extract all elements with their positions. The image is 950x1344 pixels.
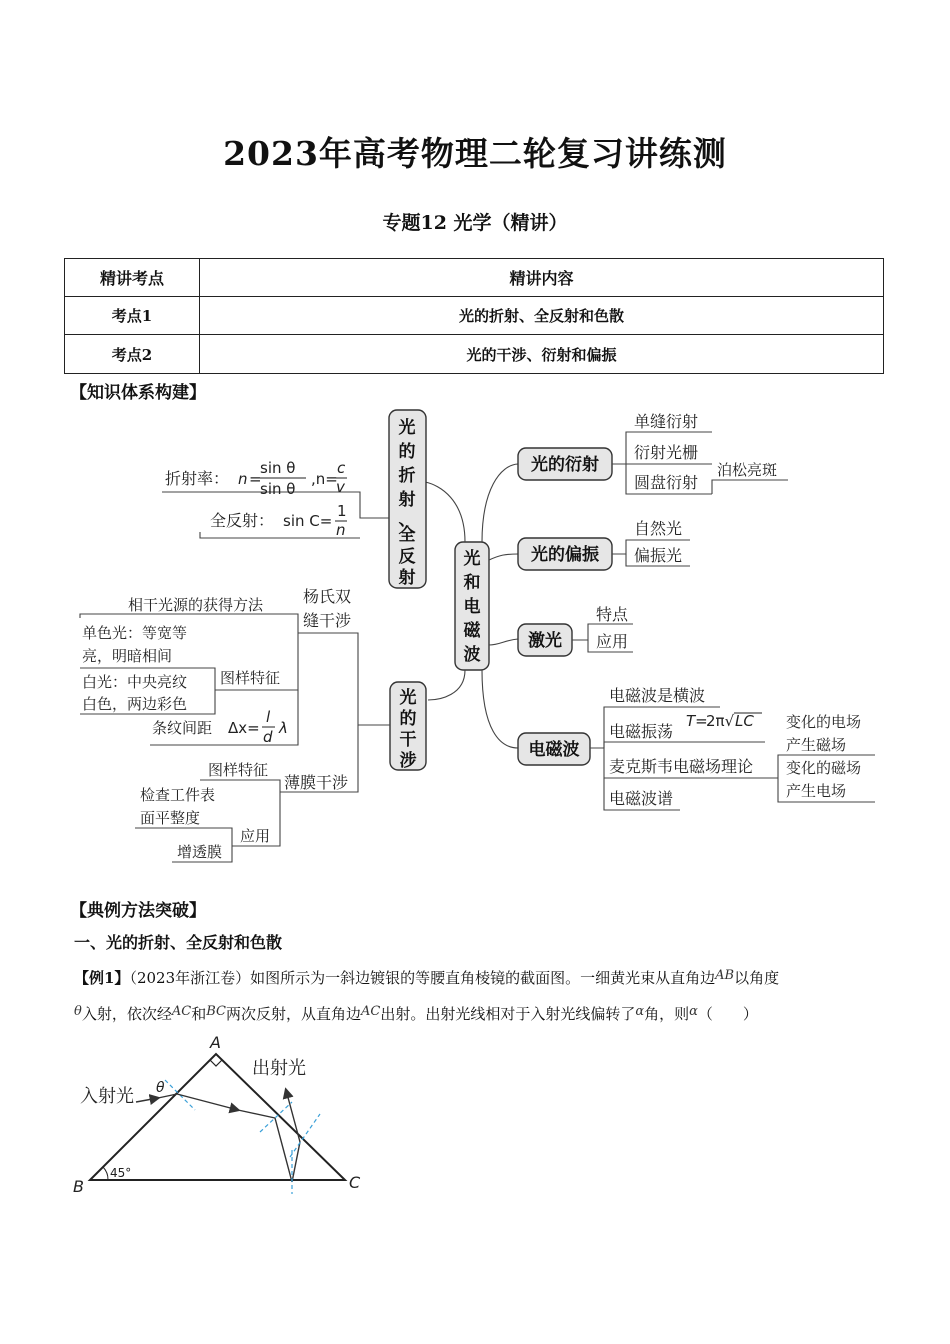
- vertex-c: C: [349, 1173, 361, 1192]
- young-label-2: 缝干涉: [303, 611, 352, 630]
- pattern-feature: 图样特征: [220, 669, 281, 687]
- maxwell: 麦克斯韦电磁场理论: [609, 757, 754, 776]
- ray-segment-1: [177, 1094, 238, 1110]
- formula-n2: ,n=: [311, 470, 338, 488]
- diffraction-label: 光的衍射: [531, 455, 599, 475]
- polarized-light: 偏振光: [634, 546, 683, 565]
- example1-label: 【例1】: [74, 969, 130, 987]
- changing-b-1: 变化的磁场: [786, 759, 862, 777]
- theta-label: θ: [156, 1080, 165, 1096]
- example1-sym-theta: θ: [74, 1004, 82, 1019]
- formula-c: c: [337, 459, 346, 477]
- example1-source: （2023年浙江卷）: [129, 969, 251, 987]
- formula-v: v: [336, 478, 345, 496]
- example1-sym-alpha: α: [635, 1004, 645, 1019]
- mono-light-2: 亮，明暗相间: [82, 647, 173, 665]
- example1-text-a: 如图所示为一斜边镀银的等腰直角棱镜的截面图。一细黄光束从直角边: [250, 969, 716, 987]
- knowledge-mindmap: [0, 400, 950, 870]
- formula-lambda: λ: [279, 719, 288, 737]
- outline-table: [64, 258, 884, 374]
- mono-light-1: 单色光：等宽等: [82, 624, 188, 642]
- poisson-line: [712, 480, 788, 494]
- connector-em: [482, 670, 518, 748]
- table-row: [65, 297, 884, 335]
- total-reflection-label: 全反射：: [210, 511, 275, 530]
- refraction-char-6: 全: [398, 525, 416, 545]
- laser-application: 应用: [596, 632, 629, 651]
- formula-n3: n: [336, 521, 346, 539]
- example1-paragraph-line2: [74, 1002, 884, 1024]
- example1-text-d: 和: [191, 1005, 207, 1023]
- example1-text-h: （ ）: [697, 1005, 758, 1023]
- example1-sym-bc: BC: [206, 1004, 226, 1019]
- young-label-1: 杨氏双: [303, 587, 352, 606]
- flatness-check-1: 检查工件表: [140, 786, 216, 804]
- refraction-char-1: 光: [398, 418, 416, 438]
- interference-char-3: 干: [399, 730, 417, 750]
- formula-2pi: 2π√: [706, 712, 735, 730]
- exit-label: 出射光: [252, 1058, 306, 1079]
- em-oscillation-line: [604, 742, 765, 748]
- em-spectrum: 电磁波谱: [609, 789, 674, 808]
- center-char-4: 磁: [463, 621, 481, 641]
- changing-b-2: 产生电场: [786, 782, 847, 800]
- critical-angle-formula: [283, 502, 347, 539]
- table-cell-point: 考点2: [65, 335, 200, 374]
- fringe-formula: [228, 708, 288, 746]
- formula-equals: =: [249, 470, 262, 488]
- angle-arc: [103, 1167, 108, 1180]
- connector-laser: [489, 639, 518, 645]
- center-char-1: 光: [463, 549, 481, 569]
- table-header-row: [65, 259, 884, 297]
- changing-e-2: 产生磁场: [786, 736, 847, 754]
- refraction-char-2: 的: [398, 442, 416, 462]
- formula-sin2: sin θ: [260, 480, 296, 498]
- interference-char-1: 光: [399, 688, 417, 708]
- refraction-char-7: 反: [398, 547, 416, 567]
- example1-sym-ac: AC: [171, 1004, 192, 1019]
- oscillation-formula: [686, 712, 762, 730]
- polarization-label: 光的偏振: [531, 545, 599, 565]
- single-slit: 单缝衍射: [634, 412, 699, 431]
- refraction-char-5: 、: [398, 510, 416, 530]
- incident-label: 入射光: [80, 1086, 134, 1107]
- center-char-2: 和: [463, 573, 481, 593]
- refraction-index-label: 折射率：: [165, 469, 230, 488]
- section-examples-heading: 【典例方法突破】: [70, 901, 206, 921]
- disk: 圆盘衍射: [634, 473, 699, 492]
- example1-text-c: 入射，依次经: [81, 1005, 172, 1023]
- refraction-char-3: 折: [398, 466, 416, 486]
- young-line: [298, 633, 390, 725]
- table-row: [65, 335, 884, 374]
- connector-diffraction: [482, 464, 518, 542]
- prism-triangle: [90, 1054, 345, 1180]
- example1-text-e: 两次反射，从直角边: [225, 1005, 361, 1023]
- connector-refraction: [425, 482, 465, 542]
- thin-film: 薄膜干涉: [284, 773, 349, 792]
- example1-paragraph: [74, 966, 884, 988]
- table-header-content: 精讲内容: [200, 259, 884, 297]
- incident-arrow: [136, 1098, 158, 1102]
- interference-char-2: 的: [399, 709, 417, 729]
- laser-feature: 特点: [596, 605, 629, 624]
- angle-label: 45°: [110, 1166, 132, 1180]
- refraction-char-8: 射: [398, 568, 416, 588]
- application: 应用: [240, 827, 271, 845]
- formula-l: l: [266, 708, 271, 726]
- natural-light: 自然光: [634, 519, 683, 538]
- poisson: 泊松亮斑: [717, 461, 778, 479]
- center-char-3: 电: [463, 597, 481, 617]
- example1-sym-ac2: AC: [360, 1004, 381, 1019]
- example1-sym-ab: AB: [715, 968, 735, 983]
- section-knowledge-heading: 【知识体系构建】: [70, 383, 206, 403]
- example1-text-f: 出射。出射光线相对于入射光线偏转了: [380, 1005, 636, 1023]
- table-cell-content: 光的干涉、衍射和偏振: [200, 335, 884, 374]
- changing-e-1: 变化的电场: [786, 713, 862, 731]
- em-label: 电磁波: [528, 740, 580, 760]
- ray-segment-2: [238, 1110, 275, 1118]
- formula-d: d: [263, 728, 273, 746]
- thin-film-pattern: 图样特征: [208, 761, 269, 779]
- ray-segment-3: [275, 1118, 292, 1182]
- refraction-node-label: [399, 417, 416, 588]
- connector-polarization: [489, 554, 518, 560]
- example1-text-g: 角，则: [644, 1005, 690, 1023]
- center-char-5: 波: [463, 645, 481, 665]
- em-transverse: 电磁波是横波: [609, 686, 706, 705]
- example1-sym-alpha2: α: [689, 1004, 698, 1019]
- formula-sinc: sin C=: [283, 512, 333, 530]
- page-title: 2023年高考物理二轮复习讲练测: [223, 134, 727, 173]
- prism-figure: [70, 1032, 400, 1202]
- formula-sin1: sin θ: [260, 459, 296, 477]
- connector-interference: [428, 670, 465, 700]
- formula-one: 1: [337, 502, 347, 520]
- fringe-spacing: 条纹间距: [152, 719, 213, 737]
- table-cell-point: 考点1: [65, 297, 200, 335]
- formula-dx: Δx=: [228, 719, 260, 737]
- formula-t: T=: [686, 712, 708, 730]
- normal-ac: [260, 1102, 292, 1132]
- antireflection: 增透膜: [177, 843, 223, 861]
- example1-text-b: 以角度: [734, 969, 780, 987]
- em-oscillation: 电磁振荡: [609, 722, 674, 741]
- laser-label: 激光: [528, 631, 562, 651]
- section-one-heading: 一、光的折射、全反射和色散: [74, 933, 283, 952]
- formula-n: n: [238, 470, 248, 488]
- interference-char-4: 涉: [399, 751, 417, 771]
- page-subtitle: 专题12 光学（精讲）: [382, 212, 568, 234]
- flatness-check-2: 面平整度: [140, 809, 201, 827]
- grating: 衍射光栅: [634, 443, 699, 462]
- table-cell-content: 光的折射、全反射和色散: [200, 297, 884, 335]
- white-light-1: 白光：中央亮纹: [82, 673, 188, 691]
- vertex-b: B: [73, 1177, 84, 1196]
- coherent-source: 相干光源的获得方法: [128, 596, 264, 614]
- table-header-point: 精讲考点: [65, 259, 200, 297]
- vertex-a: A: [210, 1033, 221, 1052]
- refraction-char-4: 射: [398, 490, 416, 510]
- white-light-2: 白色，两边彩色: [82, 695, 188, 713]
- exit-ray: [286, 1090, 300, 1142]
- center-node-label: [464, 548, 482, 665]
- formula-lc: LC: [735, 712, 754, 730]
- right-angle-mark: [210, 1060, 222, 1066]
